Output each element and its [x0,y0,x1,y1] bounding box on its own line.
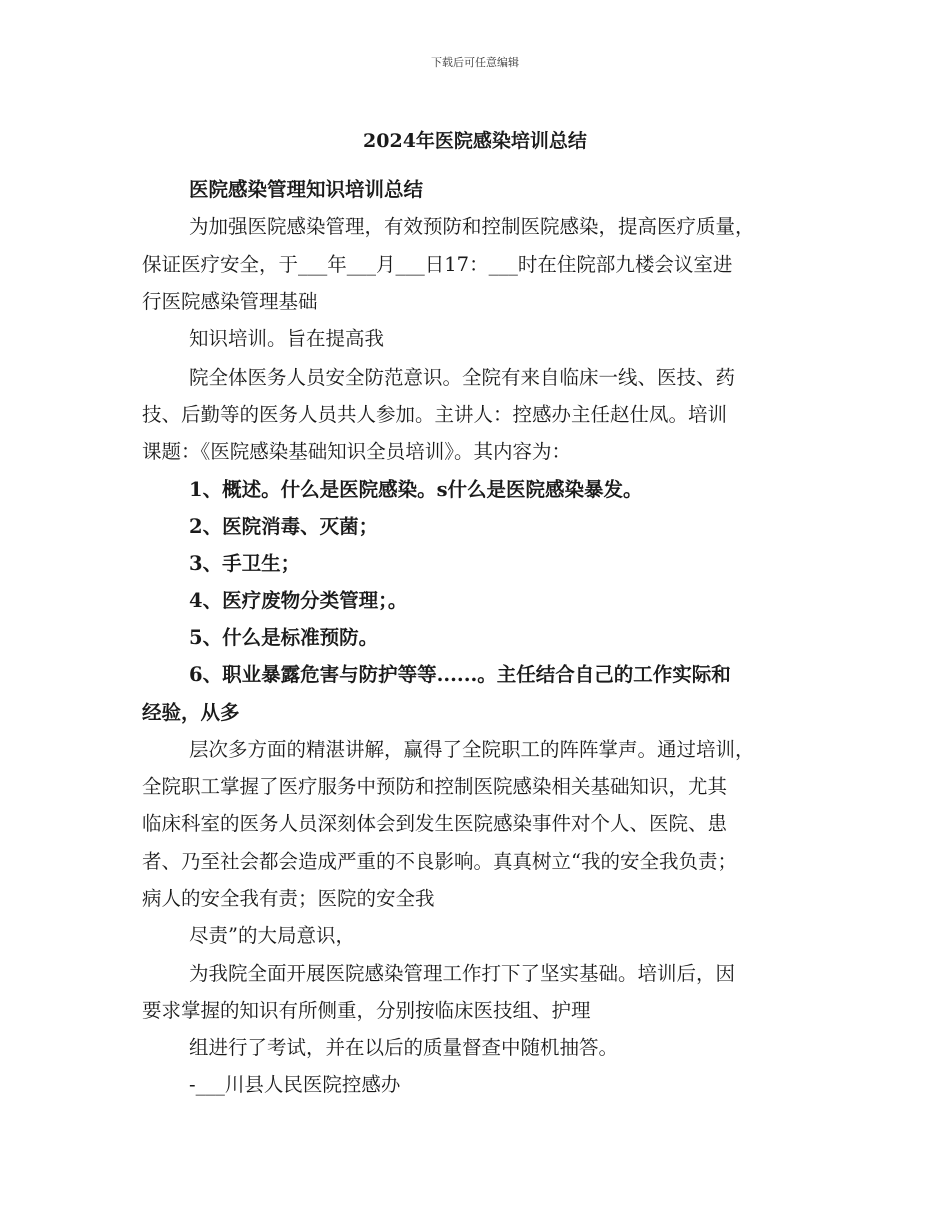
paragraph-line: 为加强医院感染管理，有效预防和控制医院感染，提高医疗质量， [189,215,755,238]
list-item: 6、职业暴露危害与防护等等......。主任结合自己的工作实际和 [189,663,731,686]
list-item: 5、什么是标准预防。 [189,626,379,649]
list-item: 3、手卫生； [189,552,301,575]
signature: -___川县人民医院控感办 [189,1073,401,1096]
paragraph-line: 要求掌握的知识有所侧重，分别按临床医技组、护理 [142,999,591,1022]
paragraph-line: 课题：《医院感染基础知识全员培训》。其内容为： [142,440,572,463]
section-subtitle: 医院感染管理知识培训总结 [189,178,424,201]
paragraph-line: 组进行了考试，并在以后的质量督查中随机抽答。 [189,1036,619,1059]
paragraph-line: 保证医疗安全，于___年___月___日17：___时在住院部九楼会议室进 [142,253,733,276]
paragraph-line: 技、后勤等的医务人员共人参加。主讲人：控感办主任赵仕凤。培训 [142,403,728,426]
paragraph-line: 病人的安全我有责；医院的安全我 [142,887,435,910]
document-title: 2024年医院感染培训总结 [363,130,587,152]
paragraph-line: 知识培训。旨在提高我 [189,327,385,350]
paragraph-line: 为我院全面开展医院感染管理工作打下了坚实基础。培训后，因 [189,962,736,985]
list-item: 4、医疗废物分类管理；。 [189,589,408,612]
paragraph-line: 院全体医务人员安全防范意识。全院有来自临床一线、医技、药 [189,366,736,389]
header-note: 下载后可任意编辑 [431,56,519,69]
paragraph-line: 全院职工掌握了医疗服务中预防和控制医院感染相关基础知识，尤其 [142,775,728,798]
list-item: 1、概述。什么是医院感染。s什么是医院感染暴发。 [189,478,643,501]
paragraph-line: 尽责”的大局意识， [189,924,355,947]
paragraph-line: 行医院感染管理基础 [142,290,318,313]
paragraph-line: 层次多方面的精湛讲解，赢得了全院职工的阵阵掌声。通过培训， [189,738,755,761]
paragraph-line: 临床科室的医务人员深刻体会到发生医院感染事件对个人、医院、患 [142,812,728,835]
list-item-continuation: 经验，从多 [142,701,240,724]
list-item: 2、医院消毒、灭菌； [189,515,379,538]
paragraph-line: 者、乃至社会都会造成严重的不良影响。真真树立“我的安全我负责； [142,850,737,873]
